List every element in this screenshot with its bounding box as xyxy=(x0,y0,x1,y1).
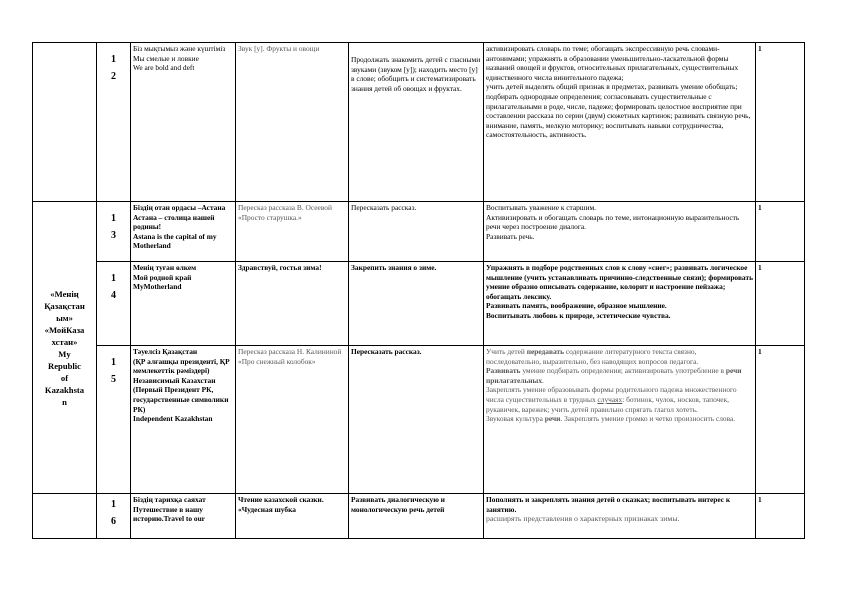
theme-cell: Біздің отан ордасы –Астана Астана – столица нашей родины! Astana is the capital of my Motherland xyxy=(131,202,236,262)
activity-cell: Здравствуй, гостья зима! xyxy=(236,262,349,346)
table-row xyxy=(33,346,805,494)
lesson-number: 1 6 xyxy=(97,494,131,539)
hours-cell: 1 xyxy=(756,346,805,494)
goal-cell: Пересказать рассказ. xyxy=(349,202,484,262)
lesson-number: 1 3 xyxy=(97,202,131,262)
activity-cell: Пересказ рассказа В. Осеевой «Просто старушка.» xyxy=(236,202,349,262)
table-row xyxy=(33,43,805,202)
activity-cell: Чтение казахской сказки. «Чудесная шубка xyxy=(236,494,349,539)
topic-cell-top xyxy=(33,43,97,202)
theme-cell: Менің туған өлкем Мой родной край MyMotherland xyxy=(131,262,236,346)
tasks-cell: Воспитывать уважение к старшим. Активизировать и обогащать словарь по теме, интонационную выразительность речи через построение диалога. Развивать речь. xyxy=(484,202,756,262)
table-row xyxy=(33,494,805,539)
goal-cell: Закрепить знания о зиме. xyxy=(349,262,484,346)
tasks-cell: Упражнять в подборе родственных слов к слову «снег»; развивать логическое мышление (учить устанавливать причинно-следственные связи); формировать умение образно описывать содержание, колорит и настроение пейзажа; обогащать лексику. Развивать память, воображение, образное мышление. Воспитывать любовь к природе, эстетические чувства. xyxy=(484,262,756,346)
theme-cell: Тәуелсіз Қазақстан (ҚР алғашқы президенті, ҚР мемлекеттік рәміздері) Независимый Казахстан (Первый Президент РК, государственные символики РК) Independent Kazakhstan xyxy=(131,346,236,494)
topic-cell: «Менің Қазақстан ым» «МойКаза хстан» My Republic of Kazakhsta n xyxy=(33,202,97,494)
hours-cell: 1 xyxy=(756,262,805,346)
tasks-cell: активизировать словарь по теме; обогащать экспрессивную речь словами-антонимами; упражнять в образовании уменьшительно-ласкательной формы названий овощей и фруктов, относительных прилагательных, существительных единственного числа винительного падежа; учить детей выделять общий признак в предметах, развивать умение обобщать; подбирать однородные определения; согласовывать существительные с прилагательными в роде, числе, падеже; формировать целостное восприятие при составлении рассказа по серии (двум) сюжетных картинок; развивать связную речь, внимание, память, мелкую моторику; воспитывать навыки сотрудничества, самостоятельность, активность. xyxy=(484,43,756,202)
hours-cell: 1 xyxy=(756,43,805,202)
hours-cell: 1 xyxy=(756,494,805,539)
goal-cell: Пересказать рассказ. xyxy=(349,346,484,494)
lesson-number: 1 5 xyxy=(97,346,131,494)
lesson-number: 1 4 xyxy=(97,262,131,346)
topic-cell-bottom xyxy=(33,494,97,539)
tasks-cell: Учить детей передавать содержание литературного текста связно, последовательно, выразительно, без наводящих вопросов педагога. Развивать умение подбирать определения; активизировать употребление в речи прилагательных. Закреплять умение образовывать формы родительного падежа множественного числа существительных в трудных случаях: ботинок, чулок, носков, тапочек, рукавичек, варежек; учить детей правильно спрягать глагол хотеть. Звуковая культура речи. Закреплять умение громко и четко произносить слова. xyxy=(484,346,756,494)
lesson-plan-table xyxy=(32,42,805,539)
activity-cell: Звук [у]. Фрукты и овощи xyxy=(236,43,349,202)
goal-cell: Развивать диалогическую и монологическую речь детей xyxy=(349,494,484,539)
theme-cell: Біз мықтымыз және күштіміз Мы смелые и ловкие We are bold and deft xyxy=(131,43,236,202)
table-row xyxy=(33,202,805,262)
table-row xyxy=(33,262,805,346)
tasks-cell: Пополнять и закреплять знания детей о сказках; воспитывать интерес к занятию. расширять представления о характерных признаках зимы. xyxy=(484,494,756,539)
lesson-number: 1 2 xyxy=(97,43,131,202)
theme-cell: Біздің тарихқа саяхат Путешествие в нашу историю.Travel to our xyxy=(131,494,236,539)
activity-cell: Пересказ рассказа Н. Калининой «Про снежный колобок» xyxy=(236,346,349,494)
hours-cell: 1 xyxy=(756,202,805,262)
goal-cell: Продолжать знакомить детей с гласными звуками (звуком [у]); находить место [у] в слове; обобщить и систематизировать знания детей об овощах и фруктах. xyxy=(349,43,484,202)
